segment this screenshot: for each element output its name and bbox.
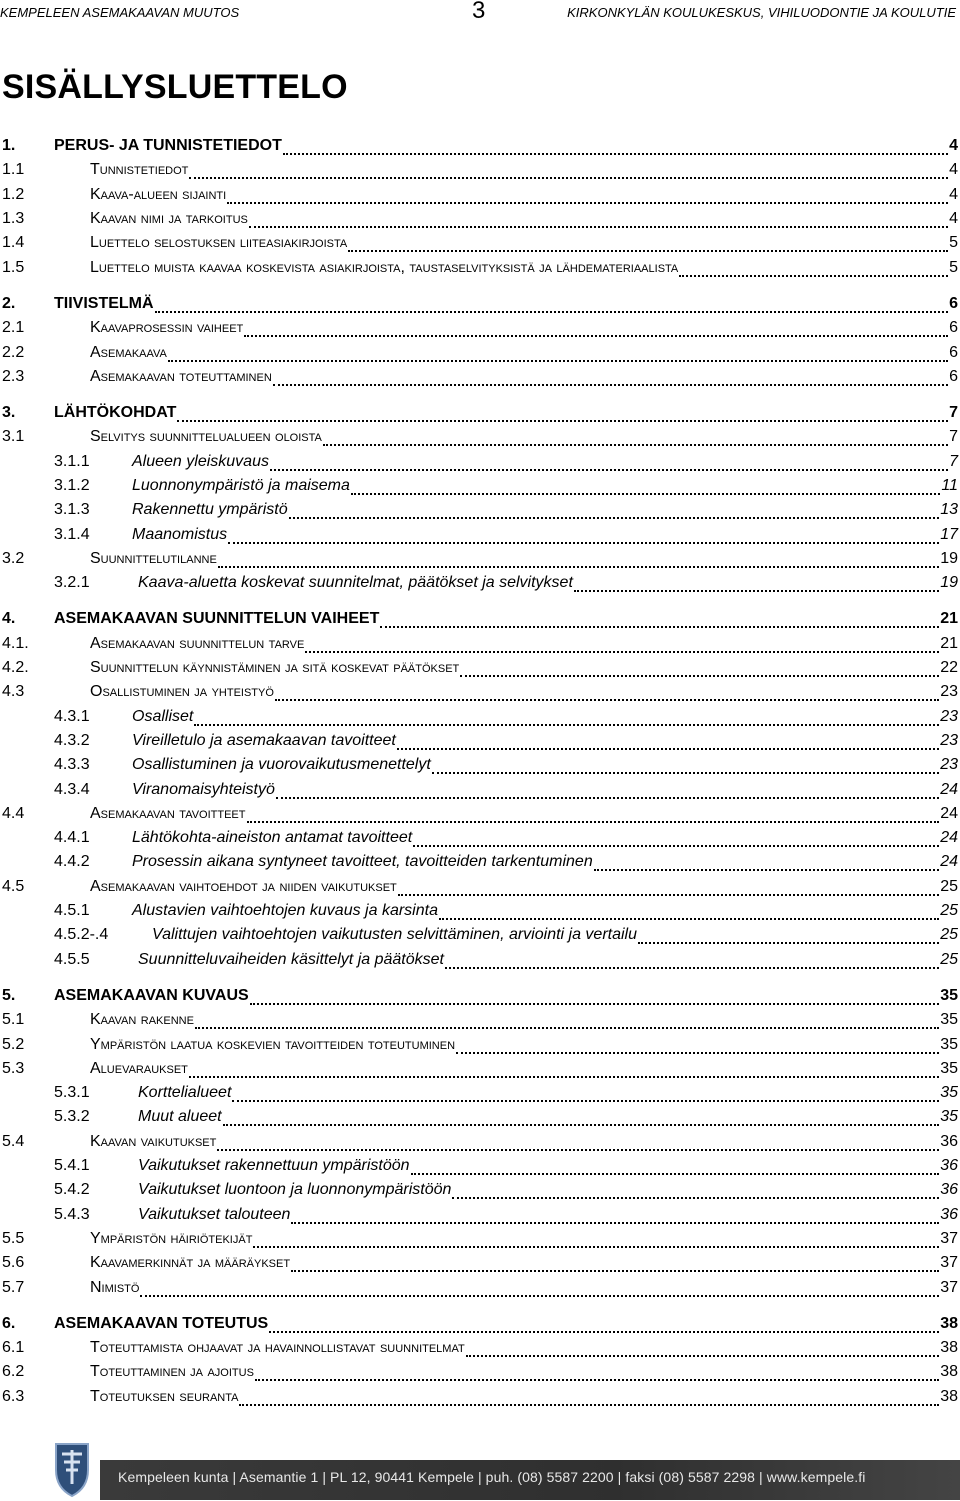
toc-entry[interactable] [0, 948, 958, 972]
toc-dot-leader [249, 214, 948, 228]
toc-entry-page: 37 [940, 1229, 958, 1247]
toc-entry[interactable] [0, 425, 958, 449]
toc-entry[interactable] [0, 292, 958, 316]
toc-entry-number: 4.1. [2, 634, 29, 652]
toc-entry-number: 3.1.3 [54, 501, 90, 519]
toc-entry-page: 13 [940, 501, 958, 519]
toc-entry-title: ASEMAKAAVAN SUUNNITTELUN VAIHEET [54, 610, 380, 628]
toc-entry[interactable] [0, 1312, 958, 1336]
toc-entry-page: 17 [940, 525, 958, 543]
toc-entry-number: 2.2 [2, 343, 25, 361]
toc-dot-leader [398, 882, 939, 896]
toc-entry-number: 4.4 [2, 804, 25, 822]
toc-entry[interactable] [0, 158, 958, 182]
toc-entry[interactable] [0, 729, 958, 753]
toc-entry-title: Alueen yleiskuvaus [132, 452, 269, 470]
toc-dot-leader [432, 760, 939, 774]
toc-entry[interactable] [0, 875, 958, 899]
toc-entry[interactable] [0, 522, 958, 546]
toc-entry-number: 5.4.2 [54, 1181, 90, 1199]
toc-entry-number: 5.3.2 [54, 1108, 90, 1126]
toc-entry-number: 2.3 [2, 367, 25, 385]
toc-entry-number: 3.2.1 [54, 574, 90, 592]
toc-entry[interactable] [0, 1275, 958, 1299]
toc-entry[interactable] [0, 1105, 958, 1129]
toc-dot-leader [247, 809, 940, 823]
toc-entry-title: Vaikutukset talouteen [138, 1205, 291, 1223]
toc-entry-title: Korttelialueet [138, 1084, 232, 1102]
toc-entry[interactable] [0, 1202, 958, 1226]
toc-dot-leader [574, 578, 939, 592]
toc-entry-title: Ympäristön häiriötekijät [90, 1229, 253, 1247]
toc-entry-page: 37 [940, 1254, 958, 1272]
toc-entry-page: 19 [940, 574, 958, 592]
toc-entry-number: 4.4.1 [54, 829, 90, 847]
toc-entry-title: TIIVISTELMÄ [54, 294, 154, 312]
toc-entry[interactable] [0, 826, 958, 850]
toc-entry-title: Toteuttaminen ja ajoitus [90, 1363, 254, 1381]
toc-entry-page: 21 [940, 634, 958, 652]
toc-dot-leader [250, 991, 940, 1005]
toc-entry-page: 37 [940, 1278, 958, 1296]
toc-entry[interactable] [0, 498, 958, 522]
toc-entry-title: Suunnitteluvaiheiden käsittelyt ja päätökset [138, 950, 444, 968]
toc-entry-page: 23 [940, 756, 958, 774]
toc-entry[interactable] [0, 474, 958, 498]
toc-dot-leader [255, 1367, 939, 1381]
toc-entry[interactable] [0, 316, 958, 340]
toc-entry[interactable] [0, 923, 958, 947]
toc-entry[interactable] [0, 632, 958, 656]
toc-dot-leader [194, 712, 939, 726]
toc-entry[interactable] [0, 571, 958, 595]
toc-entry[interactable] [0, 231, 958, 255]
toc-dot-leader [348, 238, 948, 252]
toc-dot-leader [289, 505, 940, 519]
toc-entry-page: 35 [940, 1084, 958, 1102]
toc-dot-leader [228, 530, 939, 544]
toc-entry[interactable] [0, 899, 958, 923]
toc-entry-page: 6 [949, 367, 958, 385]
toc-entry[interactable] [0, 450, 958, 474]
toc-entry[interactable] [0, 850, 958, 874]
toc-entry-page: 25 [940, 926, 958, 944]
toc-entry-title: Luettelo selostuksen liiteasiakirjoista [90, 234, 348, 252]
toc-entry-title: Kaavan nimi ja tarkoitus [90, 210, 248, 228]
toc-entry-title: Kaavaprosessin vaiheet [90, 319, 244, 337]
toc-entry-number: 5.4 [2, 1132, 25, 1150]
toc-dot-leader [276, 785, 939, 799]
toc-entry-page: 24 [940, 853, 958, 871]
toc-entry-title: Vaikutukset luontoon ja luonnonympäristöön [138, 1181, 452, 1199]
toc-entry-title: ASEMAKAAVAN KUVAUS [54, 986, 249, 1004]
toc-entry[interactable] [0, 1360, 958, 1384]
toc-entry-title: Maanomistus [132, 525, 228, 543]
toc-entry-number: 6.1 [2, 1339, 25, 1357]
toc-dot-leader [253, 1234, 939, 1248]
footer-contact-text: Kempeleen kunta | Asemantie 1 | PL 12, 90441 Kempele | puh. (08) 5587 2200 | faksi (08) 5587 2298 | www.kempele.fi [118, 1469, 866, 1485]
toc-entry-number: 5.5 [2, 1229, 25, 1247]
toc-entry-title: Asemakaavan tavoitteet [90, 804, 246, 822]
toc-entry-page: 5 [949, 234, 958, 252]
toc-entry[interactable] [0, 1227, 958, 1251]
toc-entry-number: 6.2 [2, 1363, 25, 1381]
toc-entry-title: Luettelo muista kaavaa koskevista asiakirjoista, taustaselvityksistä ja lähdemateriaalista [90, 258, 679, 276]
toc-dot-leader [177, 408, 948, 422]
toc-entry-page: 7 [949, 404, 958, 422]
toc-entry-page: 38 [940, 1314, 958, 1332]
toc-entry[interactable] [0, 207, 958, 231]
toc-entry-number: 1. [2, 137, 16, 155]
toc-entry[interactable] [0, 1032, 958, 1056]
toc-entry[interactable] [0, 777, 958, 801]
toc-entry-number: 1.1 [2, 161, 25, 179]
toc-entry[interactable] [0, 1251, 958, 1275]
toc-entry-page: 23 [940, 683, 958, 701]
toc-dot-leader [305, 639, 939, 653]
toc-entry-number: 1.5 [2, 258, 25, 276]
toc-entry[interactable] [0, 1154, 958, 1178]
toc-entry-page: 11 [941, 477, 958, 494]
toc-dot-leader [351, 481, 941, 495]
toc-entry-number: 1.3 [2, 210, 25, 228]
toc-entry-page: 36 [940, 1157, 958, 1175]
toc-entry-title: Vireilletulo ja asemakaavan tavoitteet [132, 731, 396, 749]
toc-dot-leader [155, 299, 949, 313]
toc-entry[interactable] [0, 753, 958, 777]
toc-entry-page: 35 [940, 1011, 958, 1029]
toc-entry-title: Osallistuminen ja yhteistyö [90, 683, 274, 701]
toc-entry-number: 3.1.4 [54, 525, 90, 543]
toc-entry[interactable] [0, 547, 958, 571]
toc-entry-page: 24 [940, 780, 958, 798]
toc-entry-number: 3. [2, 404, 16, 422]
toc-entry-page: 7 [949, 452, 958, 470]
toc-entry-page: 35 [940, 1108, 958, 1126]
toc-entry-title: Suunnittelutilanne [90, 549, 217, 567]
toc-entry-title: Prosessin aikana syntyneet tavoitteet, tavoitteiden tarkentuminen [132, 853, 593, 871]
toc-entry-number: 4.3 [2, 683, 25, 701]
toc-entry[interactable] [0, 1081, 958, 1105]
toc-dot-leader [218, 554, 939, 568]
document-title: SISÄLLYSLUETTELO [2, 68, 348, 106]
toc-entry[interactable] [0, 705, 958, 729]
toc-entry-page: 36 [940, 1181, 958, 1199]
toc-dot-leader [223, 1112, 940, 1126]
toc-entry-title: Alustavien vaihtoehtojen kuvaus ja karsinta [132, 902, 438, 920]
toc-entry-page: 36 [940, 1132, 958, 1150]
toc-entry-number: 5.7 [2, 1278, 25, 1296]
toc-entry-title: PERUS- JA TUNNISTETIEDOT [54, 137, 282, 155]
toc-entry-page: 36 [940, 1205, 958, 1223]
toc-entry-title: Tunnistetiedot [90, 161, 189, 179]
toc-entry-page: 35 [940, 986, 958, 1004]
page-header [0, 0, 960, 30]
toc-entry[interactable] [0, 401, 958, 425]
toc-entry[interactable] [0, 1057, 958, 1081]
toc-section-gap [0, 389, 958, 397]
toc-entry[interactable] [0, 255, 958, 279]
toc-entry-page: 6 [949, 319, 958, 337]
toc-entry-page: 38 [940, 1339, 958, 1357]
toc-entry-title: LÄHTÖKOHDAT [54, 404, 177, 422]
toc-entry-number: 3.1 [2, 428, 25, 446]
page-number: 3 [472, 0, 486, 24]
toc-entry-number: 2. [2, 294, 16, 312]
toc-entry-title: Vaikutukset rakennettuun ympäristöön [138, 1157, 410, 1175]
toc-dot-leader [244, 323, 948, 337]
toc-entry-title: Viranomaisyhteistyö [132, 780, 275, 798]
toc-entry-title: Osallistuminen ja vuorovaikutusmenettelyt [132, 756, 431, 774]
toc-entry-page: 25 [940, 877, 958, 895]
toc-entry-number: 1.4 [2, 234, 25, 252]
toc-entry-title: Asemakaavan vaihtoehdot ja niiden vaikutukset [90, 877, 397, 895]
toc-dot-leader [239, 1392, 939, 1406]
toc-entry-number: 6.3 [2, 1387, 25, 1405]
toc-entry-page: 23 [940, 731, 958, 749]
toc-entry[interactable] [0, 607, 958, 631]
header-right-text: KIRKONKYLÄN KOULUKESKUS, VIHILUODONTIE JA KOULUTIE [567, 5, 956, 20]
toc-entry-title: Aluevaraukset [90, 1059, 188, 1077]
toc-entry-title: Lähtökohta-aineiston antamat tavoitteet [132, 829, 413, 847]
toc-entry[interactable] [0, 1130, 958, 1154]
header-left-text: KEMPELEEN ASEMAKAAVAN MUUTOS [0, 5, 240, 20]
toc-dot-leader [269, 1319, 939, 1333]
toc-entry[interactable] [0, 340, 958, 364]
toc-entry-page: 25 [940, 902, 958, 920]
toc-entry-number: 4.5.2-.4 [54, 926, 109, 944]
toc-section-gap [0, 595, 958, 603]
toc-entry-page: 7 [949, 428, 958, 446]
toc-dot-leader [189, 165, 948, 179]
toc-entry-number: 5.3 [2, 1059, 25, 1077]
toc-entry-number: 4.4.2 [54, 853, 90, 871]
toc-dot-leader [323, 432, 948, 446]
toc-entry-page: 22 [940, 659, 958, 677]
toc-entry-page: 25 [940, 950, 958, 968]
toc-section-gap [0, 972, 958, 980]
toc-entry-title: Kaavan vaikutukset [90, 1132, 217, 1150]
toc-dot-leader [411, 1161, 940, 1175]
toc-entry-title: Nimistö [90, 1278, 140, 1296]
toc-entry[interactable] [0, 680, 958, 704]
toc-entry-page: 23 [940, 707, 958, 725]
toc-entry[interactable] [0, 365, 958, 389]
toc-entry[interactable] [0, 802, 958, 826]
toc-entry-number: 5.1 [2, 1011, 25, 1029]
toc-entry-title: ASEMAKAAVAN TOTEUTUS [54, 1314, 269, 1332]
table-of-contents [0, 130, 958, 1409]
toc-dot-leader [594, 857, 939, 871]
toc-entry-number: 4.3.3 [54, 756, 90, 774]
toc-entry-title: Asemakaavan suunnittelun tarve [90, 634, 305, 652]
toc-entry-title: Kaava-aluetta koskevat suunnitelmat, päätökset ja selvitykset [138, 574, 573, 592]
toc-entry-number: 5. [2, 986, 16, 1004]
municipal-coat-of-arms-icon [52, 1440, 92, 1498]
toc-entry-number: 5.2 [2, 1035, 25, 1053]
toc-entry-title: Toteuttamista ohjaavat ja havainnollistavat suunnitelmat [90, 1339, 465, 1357]
toc-dot-leader [452, 1185, 939, 1199]
toc-entry-number: 4. [2, 610, 16, 628]
toc-dot-leader [227, 190, 948, 204]
toc-entry-number: 5.3.1 [54, 1084, 90, 1102]
toc-entry-number: 1.2 [2, 185, 25, 203]
toc-entry-title: Rakennettu ympäristö [132, 501, 288, 519]
toc-dot-leader [275, 687, 939, 701]
toc-entry-title: Luonnonympäristö ja maisema [132, 477, 350, 494]
toc-entry-page: 21 [940, 610, 958, 628]
toc-dot-leader [270, 457, 948, 471]
toc-entry-title: Suunnittelun käynnistäminen ja sitä koskevat päätökset [90, 659, 460, 677]
toc-dot-leader [466, 1343, 940, 1357]
toc-dot-leader [439, 906, 939, 920]
toc-dot-leader [273, 372, 948, 386]
toc-entry-page: 4 [949, 185, 958, 203]
toc-entry-page: 6 [949, 343, 958, 361]
toc-dot-leader [413, 833, 939, 847]
toc-dot-leader [189, 1064, 939, 1078]
toc-dot-leader [283, 141, 948, 155]
toc-entry-number: 5.4.1 [54, 1157, 90, 1175]
toc-entry[interactable] [0, 1336, 958, 1360]
toc-section-gap [0, 1300, 958, 1308]
toc-entry-title: Selvitys suunnittelualueen oloista [90, 428, 322, 446]
toc-entry-page: 38 [940, 1387, 958, 1405]
toc-entry-page: 19 [940, 549, 958, 567]
toc-dot-leader [456, 1040, 939, 1054]
toc-entry-number: 5.4.3 [54, 1205, 90, 1223]
toc-entry-page: 4 [949, 161, 958, 179]
toc-entry-page: 35 [940, 1035, 958, 1053]
toc-entry-page: 4 [949, 137, 958, 155]
toc-entry-title: Ympäristön laatua koskevien tavoitteiden toteutuminen [90, 1035, 456, 1053]
toc-entry-title: Valittujen vaihtoehtojen vaikutusten selvittäminen, arviointi ja vertailu [152, 926, 638, 944]
toc-entry-title: Osalliset [132, 707, 194, 725]
toc-entry-page: 4 [949, 210, 958, 228]
toc-entry-number: 5.6 [2, 1254, 25, 1272]
toc-entry-title: Kaavan rakenne [90, 1011, 194, 1029]
toc-entry-page: 35 [940, 1059, 958, 1077]
toc-entry-number: 2.1 [2, 319, 25, 337]
toc-entry-title: Kaava-alueen sijainti [90, 185, 227, 203]
toc-dot-leader [195, 1015, 939, 1029]
toc-entry-page: 6 [949, 294, 958, 312]
toc-entry-page: 5 [949, 258, 958, 276]
toc-entry-title: Kaavamerkinnät ja määräykset [90, 1254, 291, 1272]
toc-entry[interactable] [0, 1008, 958, 1032]
toc-entry-number: 4.3.4 [54, 780, 90, 798]
toc-entry-number: 4.3.1 [54, 707, 90, 725]
toc-entry-page: 24 [940, 829, 958, 847]
toc-dot-leader [140, 1283, 939, 1297]
toc-entry[interactable] [0, 656, 958, 680]
toc-entry-number: 3.1.1 [54, 452, 90, 470]
toc-dot-leader [217, 1137, 939, 1151]
toc-entry-page: 24 [940, 804, 958, 822]
toc-dot-leader [445, 955, 939, 969]
toc-dot-leader [397, 736, 939, 750]
toc-entry-number: 4.3.2 [54, 731, 90, 749]
toc-entry-number: 4.5.1 [54, 902, 90, 920]
toc-entry-number: 4.5 [2, 877, 25, 895]
toc-entry-number: 4.2. [2, 659, 29, 677]
toc-entry-title: Toteutuksen seuranta [90, 1387, 239, 1405]
toc-dot-leader [679, 263, 948, 277]
page-footer [0, 1418, 960, 1501]
toc-entry-title: Asemakaava [90, 343, 167, 361]
toc-entry-title: Muut alueet [138, 1108, 222, 1126]
toc-dot-leader [460, 663, 939, 677]
toc-dot-leader [291, 1258, 939, 1272]
toc-entry-number: 3.1.2 [54, 477, 90, 494]
toc-entry[interactable] [0, 134, 958, 158]
toc-dot-leader [232, 1088, 939, 1102]
toc-entry-page: 38 [940, 1363, 958, 1381]
toc-section-gap [0, 280, 958, 288]
toc-entry-number: 6. [2, 1314, 16, 1332]
toc-dot-leader [168, 348, 948, 362]
toc-entry[interactable] [0, 1385, 958, 1409]
toc-entry[interactable] [0, 1178, 958, 1202]
toc-entry[interactable] [0, 183, 958, 207]
toc-dot-leader [291, 1210, 939, 1224]
toc-entry[interactable] [0, 984, 958, 1008]
toc-entry-title: Asemakaavan toteuttaminen [90, 367, 272, 385]
toc-entry-number: 3.2 [2, 549, 25, 567]
toc-dot-leader [638, 930, 939, 944]
toc-entry-number: 4.5.5 [54, 950, 90, 968]
toc-dot-leader [380, 614, 939, 628]
